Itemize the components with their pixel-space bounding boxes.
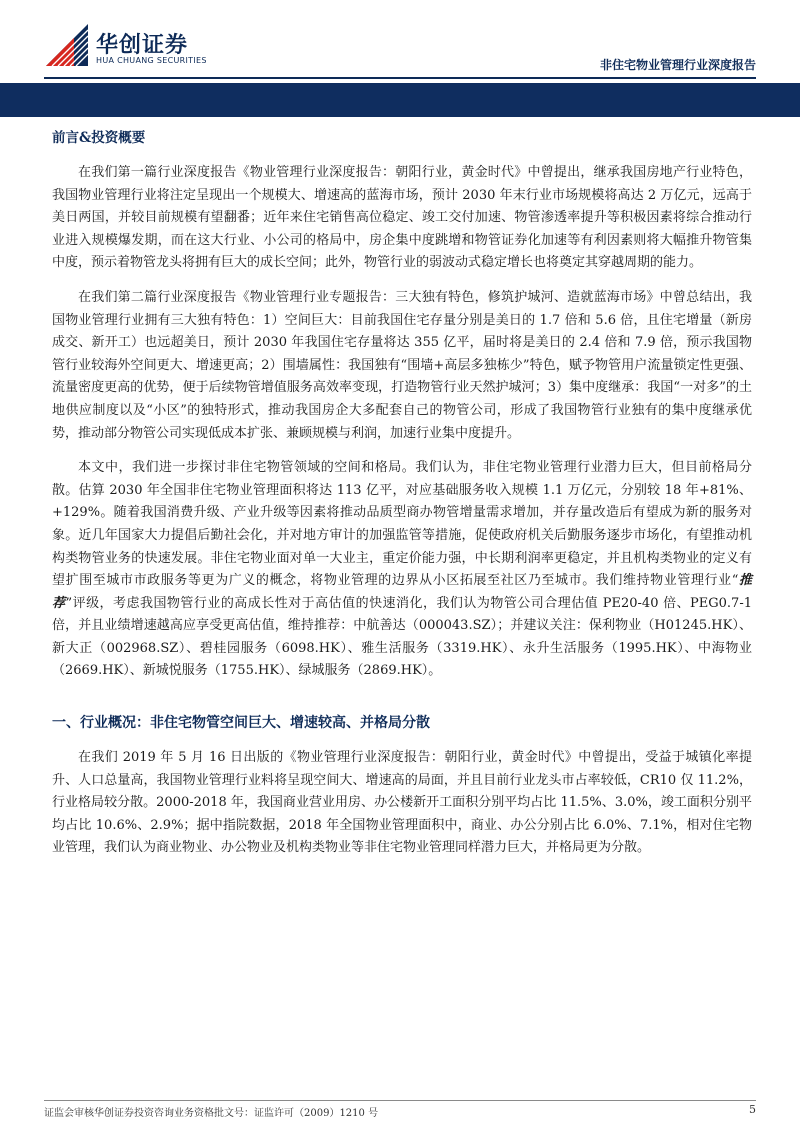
logo-chinese-name: 华创证券	[96, 33, 189, 58]
intro-paragraph-3-part-a: 本文中，我们进一步探讨非住宅物管领域的空间和格局。我们认为，非住宅物业管理行业潜力巨大，但目前格局分散。估算 2030 年全国非住宅物业管理面积将达 113 亿平，对应基础服务收入规模 1.1 万亿元，分别较 18 年+81%、+129%。随着我国消费升级、产业升级等因素将推动品质型商办物管增量需求增加，并存量改造后有望成为新的服务对象。近几年国家大力提倡后勤社会化，并对地方审计的加强监管等措施，促使政府机关后勤服务逐步市场化，有望推动机构类物管业务的快速发展。非住宅物业面对单一大业主，重定价能力强，中长期利润率更稳定，并且机构类物业的定义有望扩围至城市市政服务等更为广义的概念，将物业管理的边界从小区拓展至社区乃至城市。我们维持物业管理行业“	[52, 460, 752, 589]
section1-paragraph-1: 在我们 2019 年 5 月 16 日出版的《物业管理行业深度报告：朝阳行业，黄金时代》中曾提出，受益于城镇化率提升、人口总量高，我国物业管理行业料将呈现空间大、增速高的局面，并且目前行业龙头市占率较低，CR10 仅 11.2%，行业格局较分散。2000-2018 年，我国商业营业用房、办公楼新开工面积分别平均占比 11.5%、3.0%，竣工面积分别平均占比 10.6%、2.9%；据中指院数据，2018 年全国物业管理面积中，商业、办公分别占比 6.0%、7.1%，相对住宅物业管理，我们认为商业物业、办公物业及机构类物业等非住宅物业管理同样潜力巨大，并格局更为分散。	[52, 750, 752, 856]
report-body	[52, 126, 752, 872]
page-header	[0, 0, 800, 118]
intro-paragraph-2: 在我们第二篇行业深度报告《物业管理行业专题报告：三大独有特色，修筑护城河、造就蓝海市场》中曾总结出，我国物业管理行业拥有三大独有特色：1）空间巨大：目前我国住宅存量分别是美日的 1.7 倍和 5.6 倍，且住宅增量（新房成交、新开工）也远超美日，预计 2030 年我国住宅存量将达 355 亿平，届时将是美日的 2.4 倍和 7.9 倍，预示我国物管行业较海外空间更大、增速更高；2）围墙属性：我国独有“围墙+高层多独栋少”特色，赋予物管用户流量锁定性更强、流量密度更高的优势，便于后续物管增值服务高效率变现，打造物管行业天然护城河；3）集中度继承：我国“一对多”的土地供应制度以及“小区”的独特形式，推动我国房企大多配套自己的物管公司，形成了我国物管行业独有的集中度继承优势，推动部分物管公司实现低成本扩张、兼顾规模与利润，加速行业集中度提升。	[52, 289, 752, 441]
header-divider	[44, 77, 756, 79]
intro-paragraph-3-part-b: ”评级，考虑我国物管行业的高成长性对于高估值的快速消化，我们认为物管公司合理估值 PE20-40 倍、PEG0.7-1 倍，并且业绩增速越高应享受更高估值，维持推荐：中航善达（000043.SZ）；并建议关注：保利物业（H01245.HK）、新大正（002968.SZ）、碧桂园服务（6098.HK）、雅生活服务（3319.HK）、永升生活服务（1995.HK）、中海物业（2669.HK）、新城悦服务（1755.HK）、绿城服务（2869.HK）。	[52, 595, 752, 679]
intro-paragraph-3	[52, 457, 752, 683]
logo-english-name: HUA CHUANG SECURITIES	[96, 56, 207, 65]
intro-paragraph-1: 在我们第一篇行业深度报告《物业管理行业深度报告：朝阳行业，黄金时代》中曾提出，继承我国房地产行业特色，我国物业管理行业将注定呈现出一个规模大、增速高的蓝海市场，预计 2030 年末行业市场规模将高达 2 万亿元，远高于美日两国，并较目前规模有望翻番；近年来住宅销售高位稳定、竣工交付加速、物管渗透率提升等积极因素将综合推动行业进入规模爆发期，而在这大行业、小公司的格局中，房企集中度跳增和物管证券化加速等有利因素则将大幅推升物管集中度，预示着物管龙头将拥有巨大的成长空间；此外，物管行业的弱波动式稳定增长也将奠定其穿越周期的能力。	[52, 165, 752, 271]
section-title-intro: 前言&投资概要	[52, 130, 146, 146]
report-type-label: 非住宅物业管理行业深度报告	[599, 58, 756, 72]
section-title-industry-overview: 一、行业概况：非住宅物管空间巨大、增速较高、并格局分散	[52, 715, 430, 732]
footer-divider	[44, 1100, 756, 1101]
header-band	[0, 83, 800, 117]
huachuang-logo-icon	[44, 22, 90, 68]
page-number: 5	[749, 1103, 756, 1116]
company-logo	[44, 22, 219, 74]
footer-license: 证监会审核华创证券投资咨询业务资格批文号：证监许可（2009）1210 号	[44, 1108, 379, 1119]
rating-recommend: 推荐	[52, 573, 752, 611]
